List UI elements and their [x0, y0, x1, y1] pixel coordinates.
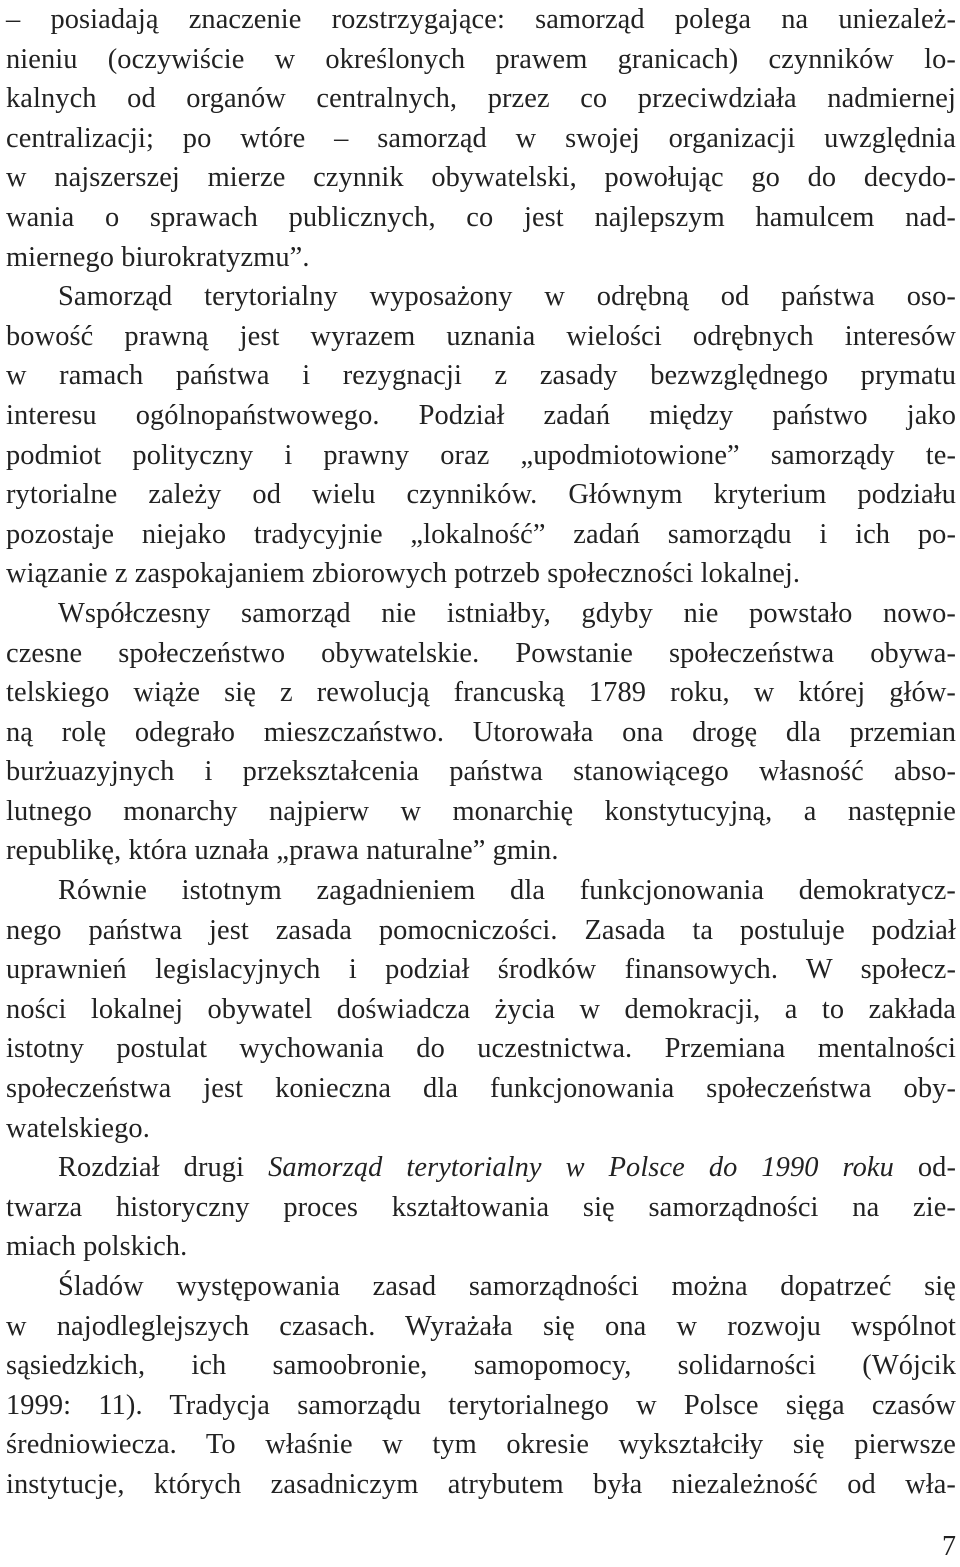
- text-line: ności lokalnej obywatel doświadcza życia w demokracji, a to zakłada: [6, 993, 956, 1025]
- text-line: średniowiecza. To właśnie w tym okresie wykształciły się pierwsze: [6, 1429, 956, 1461]
- text-line: instytucje, których zasadniczym atrybutem była niezależność od wła-: [6, 1468, 956, 1500]
- text-line: Śladów występowania zasad samorządności można dopatrzeć się: [58, 1271, 956, 1302]
- text-line: czesne społeczeństwo obywatelskie. Powstanie społeczeństwa obywa-: [6, 637, 956, 669]
- text-line: telskiego wiąże się z rewolucją francuską 1789 roku, w której głów-: [6, 677, 956, 709]
- document-page: [6, 0, 956, 1505]
- text-line: Współczesny samorząd nie istniałby, gdyby nie powstało nowo-: [58, 597, 956, 629]
- text-line: w ramach państwa i rezygnacji z zasady bezwzględnego prymatu: [6, 360, 956, 392]
- text-line: twarza historyczny proces kształtowania się samorządności na zie-: [6, 1191, 956, 1223]
- text-line-segment: Rozdział drugi: [58, 1152, 269, 1184]
- text-line: Równie istotnym zagadnieniem dla funkcjonowania demokratycz-: [58, 875, 956, 907]
- text-line-segment: od-: [893, 1152, 957, 1184]
- text-line: nieniu (oczywiście w określonych prawem granicach) czynników lo-: [6, 43, 956, 75]
- text-line: burżuazyjnych i przekształcenia państwa stanowiącego własność abso-: [6, 756, 956, 788]
- text-line: republikę, która uznała „prawa naturalne” gmin.: [6, 835, 559, 867]
- text-line: interesu ogólnopaństwowego. Podział zadań między państwo jako: [6, 399, 956, 431]
- text-line: uprawnień legislacyjnych i podział środków finansowych. W społecz-: [6, 954, 956, 986]
- text-line: kalnych od organów centralnych, przez co przeciwdziała nadmiernej: [6, 83, 956, 115]
- text-line: lutnego monarchy najpierw w monarchię konstytucyjną, a następnie: [6, 795, 956, 827]
- text-line: watelskiego.: [6, 1112, 150, 1144]
- text-line: pozostaje niejako tradycyjnie „lokalność” zadań samorządu i ich po-: [6, 518, 956, 550]
- text-line: miernego biurokratyzmu”.: [6, 241, 310, 273]
- chapter-title: Samorząd terytorialny w Polsce do 1990 roku: [268, 1152, 894, 1184]
- text-line: [6, 1148, 956, 1188]
- text-line: sąsiedzkich, ich samoobronie, samopomocy, solidarności (Wójcik: [6, 1350, 956, 1382]
- text-line: Samorząd terytorialny wyposażony w odrębną od państwa oso-: [58, 281, 956, 313]
- text-line: 1999: 11). Tradycja samorządu terytorialnego w Polsce sięga czasów: [6, 1389, 956, 1421]
- text-line: w najodleglejszych czasach. Wyrażała się ona w rozwoju wspólnot: [6, 1310, 956, 1342]
- text-line: bowość prawną jest wyrazem uznania wielości odrębnych interesów: [6, 320, 956, 352]
- text-line: ną rolę odegrało mieszczaństwo. Utorowała ona drogę dla przemian: [6, 716, 956, 748]
- text-line: wiązanie z zaspokajaniem zbiorowych potrzeb społeczności lokalnej.: [6, 558, 801, 590]
- text-line: istotny postulat wychowania do uczestnictwa. Przemiana mentalności: [6, 1033, 956, 1065]
- text-line: rytorialne zależy od wielu czynników. Głównym kryterium podziału: [6, 479, 956, 511]
- text-line: w najszerszej mierze czynnik obywatelski, powołując go do decydo-: [6, 162, 956, 194]
- text-line: – posiadają znaczenie rozstrzygające: samorząd polega na uniezależ-: [6, 4, 956, 35]
- body-text: [6, 0, 956, 1505]
- text-line: miach polskich.: [6, 1231, 188, 1263]
- page-number: 7: [942, 1531, 956, 1562]
- text-line: nego państwa jest zasada pomocniczości. Zasada ta postuluje podział: [6, 914, 956, 946]
- text-line: podmiot polityczny i prawny oraz „upodmiotowione” samorządy te-: [6, 439, 956, 471]
- text-line: centralizacji; po wtóre – samorząd w swojej organizacji uwzględnia: [6, 122, 956, 154]
- text-line: społeczeństwa jest konieczna dla funkcjonowania społeczeństwa oby-: [6, 1073, 956, 1105]
- text-line: wania o sprawach publicznych, co jest najlepszym hamulcem nad-: [6, 201, 956, 233]
